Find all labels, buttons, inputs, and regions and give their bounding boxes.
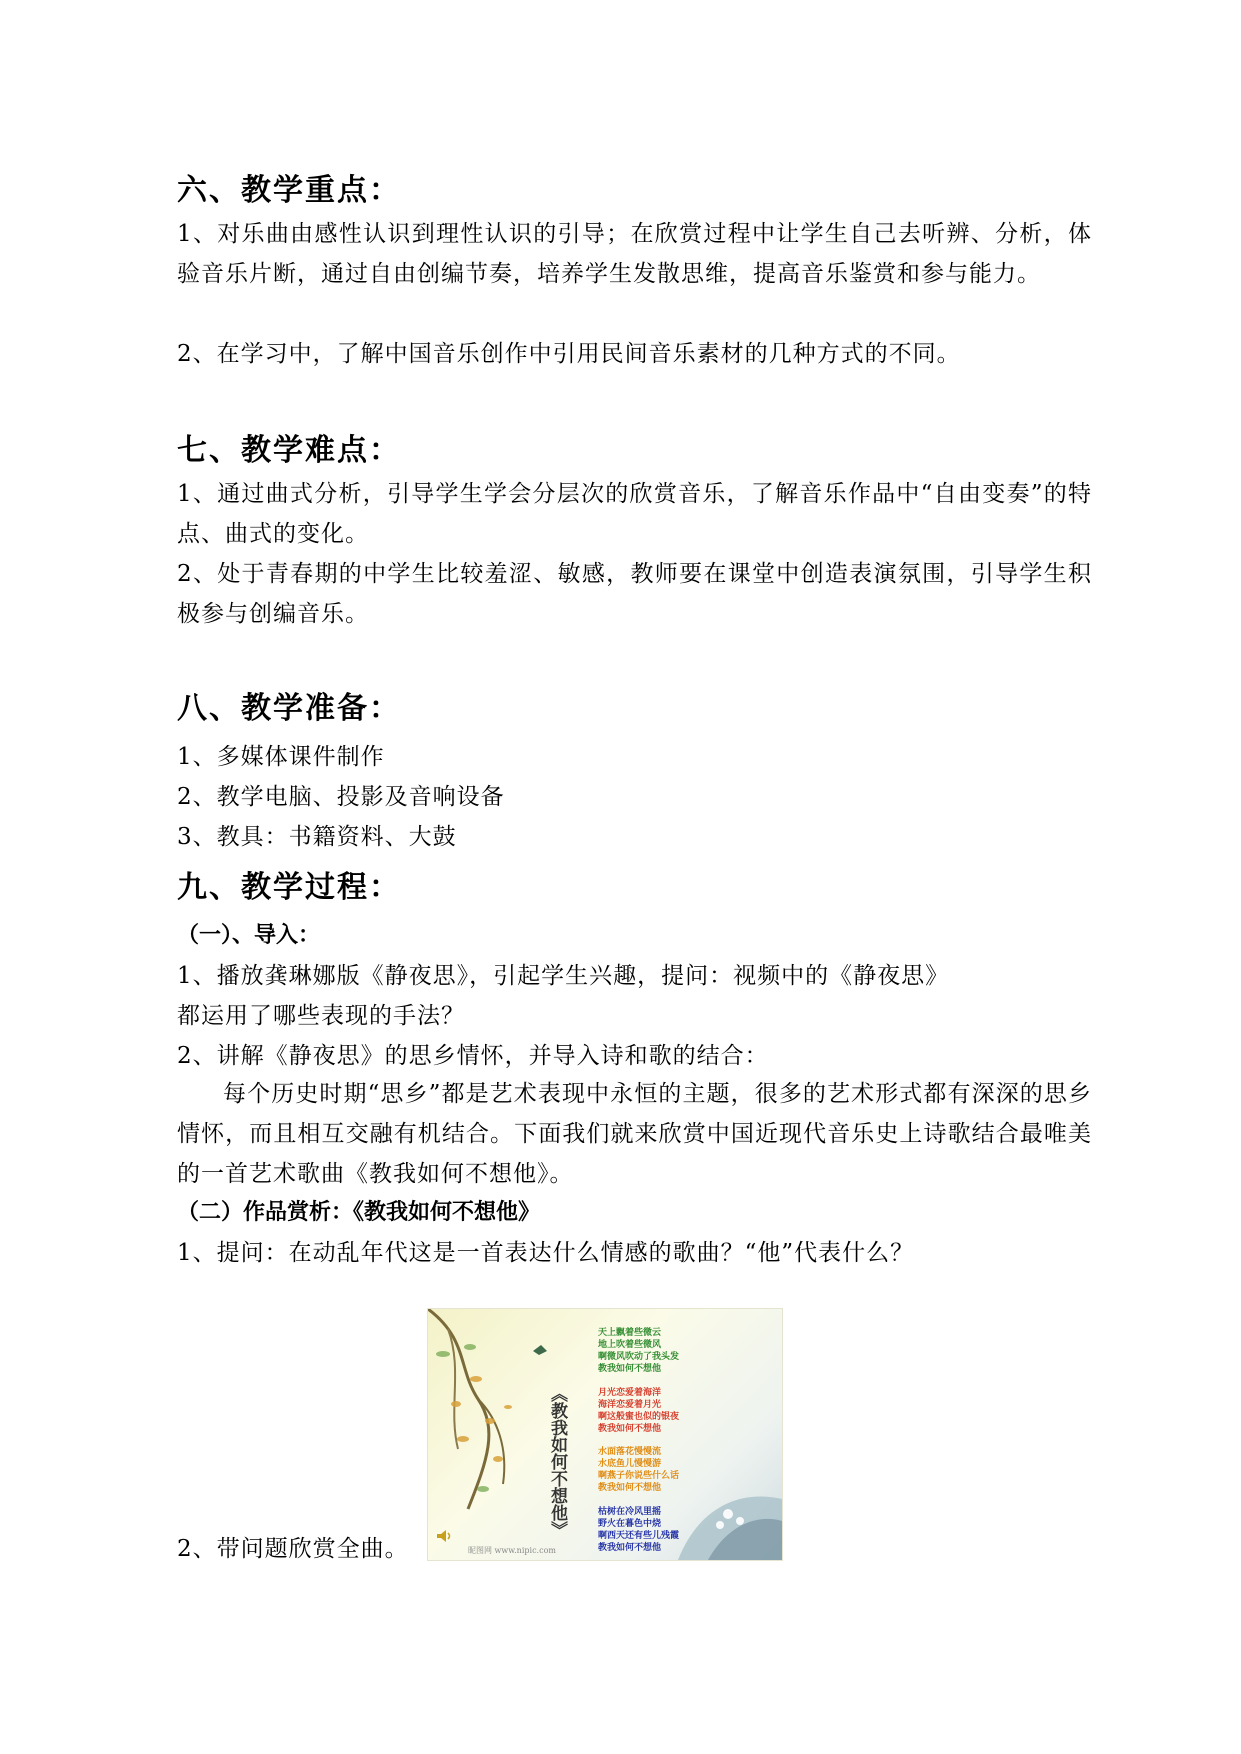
section-7-point-2: 2、处于青春期的中学生比较羞涩、敏感，教师要在课堂中创造表演氛围，引导学生积极参与创编音乐。 xyxy=(177,561,1092,627)
section-6-point-2: 2、在学习中，了解中国音乐创作中引用民间音乐素材的几种方式的不同。 xyxy=(177,341,961,367)
prep-item-1: 1、多媒体课件制作 xyxy=(177,744,385,770)
question-2: 2、带问题欣赏全曲。 xyxy=(177,1536,409,1562)
section-6-heading: 六、教学重点： xyxy=(177,173,401,208)
intro-point-1a: 1、播放龚琳娜版《静夜思》，引起学生兴趣，提问：视频中的《静夜思》 xyxy=(177,963,950,989)
subsection-analysis: （二）作品赏析：《教我如何不想他》 xyxy=(177,1200,541,1225)
intro-paragraph: 每个历史时期“思乡”都是艺术表现中永恒的主题，很多的艺术形式都有深深的思乡情怀，而且相互交融有机结合。下面我们就来欣赏中国近现代音乐史上诗歌结合最唯美的一首艺术歌曲《教我如何不想他》。 xyxy=(177,1081,1092,1187)
lyrics-stanza-2: 月光恋爱着海洋 海洋恋爱着月光 啊这般蜜也似的银夜 教我如何不想他 xyxy=(598,1388,680,1434)
section-8-heading: 八、教学准备： xyxy=(177,691,401,726)
song-title: 《教我如何不想他》 xyxy=(547,1385,567,1538)
section-6-point-1: 1、对乐曲由感性认识到理性认识的引导；在欣赏过程中让学生自己去听辨、分析，体验音乐片断，通过自由创编节奏，培养学生发散思维，提高音乐鉴赏和参与能力。 xyxy=(177,221,1092,287)
prep-item-2: 2、教学电脑、投影及音响设备 xyxy=(177,784,505,810)
song-lyrics-image xyxy=(427,1308,783,1561)
speaker-icon xyxy=(436,1529,452,1543)
intro-point-2: 2、讲解《静夜思》的思乡情怀，并导入诗和歌的结合： xyxy=(177,1043,769,1069)
lyrics-stanza-4: 枯树在冷风里摇 野火在暮色中烧 啊西天还有些儿残霞 教我如何不想他 xyxy=(598,1507,680,1553)
intro-point-1b: 都运用了哪些表现的手法？ xyxy=(177,1003,465,1029)
lyrics-stanza-3: 水面落花慢慢流 水底鱼儿慢慢游 啊燕子你说些什么话 教我如何不想他 xyxy=(598,1447,680,1493)
prep-item-3: 3、教具：书籍资料、大鼓 xyxy=(177,824,457,850)
section-9-heading: 九、教学过程： xyxy=(177,870,401,905)
section-7-heading: 七、教学难点： xyxy=(177,433,401,468)
subsection-intro: （一）、导入： xyxy=(177,923,321,948)
question-1: 1、提问：在动乱年代这是一首表达什么情感的歌曲？“他”代表什么？ xyxy=(177,1240,915,1266)
image-watermark: 昵图网 www.nipic.com xyxy=(468,1546,556,1555)
lyrics-stanza-1: 天上飘着些微云 地上吹着些微风 啊微风吹动了我头发 教我如何不想他 xyxy=(598,1328,680,1374)
section-7-point-1: 1、通过曲式分析，引导学生学会分层次的欣赏音乐，了解音乐作品中“自由变奏”的特点、曲式的变化。 xyxy=(177,481,1092,547)
